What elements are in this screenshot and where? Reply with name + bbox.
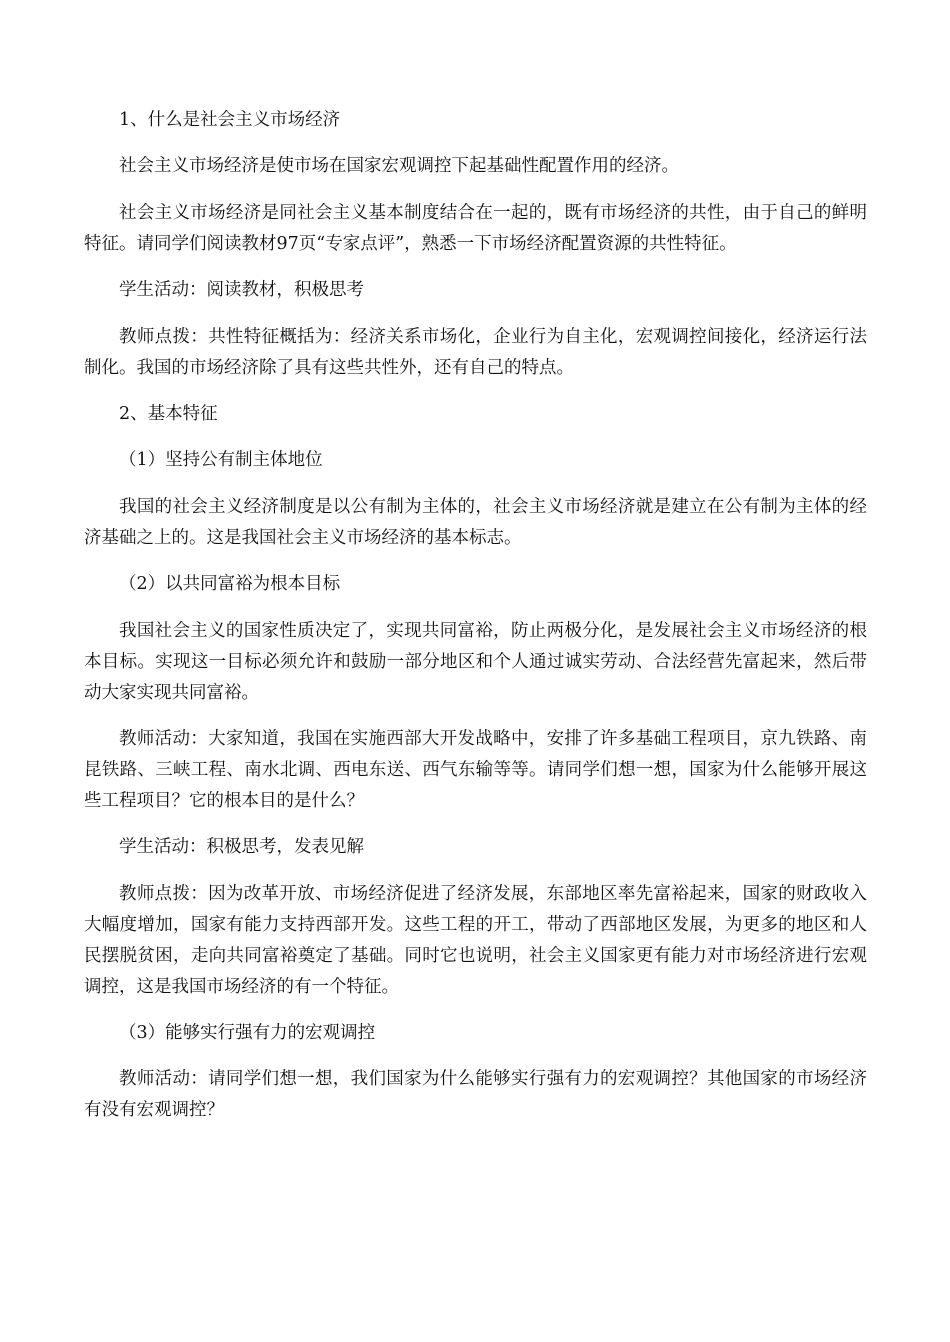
paragraph: 社会主义市场经济是使市场在国家宏观调控下起基础性配置作用的经济。 — [119, 156, 679, 177]
paragraph: 我国社会主义的国家性质决定了，实现共同富裕，防止两极分化，是发展社会主义市场经济的根本目标。实现这一目标必须允许和鼓励一部分地区和个人通过诚实劳动、合法经营先富起来，然后带动大家实现共同富裕。 — [84, 620, 867, 703]
teacher-guidance: 教师点拨：共性特征概括为：经济关系市场化，企业行为自主化，宏观调控间接化，经济运行法制化。我国的市场经济除了具有这些共性外，还有自己的特点。 — [84, 326, 867, 378]
subheading-1: （1）坚持公有制主体地位 — [119, 450, 323, 471]
document-body — [84, 105, 867, 1142]
student-activity: 学生活动：阅读教材，积极思考 — [119, 280, 364, 301]
section-heading-1: 1、什么是社会主义市场经济 — [119, 110, 341, 130]
section-heading-2: 2、基本特征 — [119, 403, 218, 424]
teacher-activity: 教师活动：请同学们想一想，我们国家为什么能够实行强有力的宏观调控？其他国家的市场经济有没有宏观调控？ — [84, 1069, 867, 1121]
paragraph: 社会主义市场经济是同社会主义基本制度结合在一起的，既有市场经济的共性，由于自己的鲜明特征。请同学们阅读教材97页“专家点评”，熟悉一下市场经济配置资源的共性特征。 — [84, 202, 867, 254]
student-activity: 学生活动：积极思考，发表见解 — [119, 837, 364, 858]
paragraph: 我国的社会主义经济制度是以公有制为主体的，社会主义市场经济就是建立在公有制为主体的经济基础之上的。这是我国社会主义市场经济的基本标志。 — [84, 496, 867, 548]
subheading-3: （3）能够实行强有力的宏观调控 — [119, 1023, 376, 1044]
subheading-2: （2）以共同富裕为根本目标 — [119, 574, 341, 595]
teacher-activity: 教师活动：大家知道，我国在实施西部大开发战略中，安排了许多基础工程项目，京九铁路、南昆铁路、三峡工程、南水北调、西电东送、西气东输等等。请同学们想一想，国家为什么能够开展这些工程项目？它的根本目的是什么？ — [84, 728, 867, 811]
teacher-guidance: 教师点拨：因为改革开放、市场经济促进了经济发展，东部地区率先富裕起来，国家的财政收入大幅度增加，国家有能力支持西部开发。这些工程的开工，带动了西部地区发展，为更多的地区和人民摆脱贫困，走向共同富裕奠定了基础。同时它也说明，社会主义国家更有能力对市场经济进行宏观调控，这是我国市场经济的有一个特征。 — [84, 883, 867, 997]
